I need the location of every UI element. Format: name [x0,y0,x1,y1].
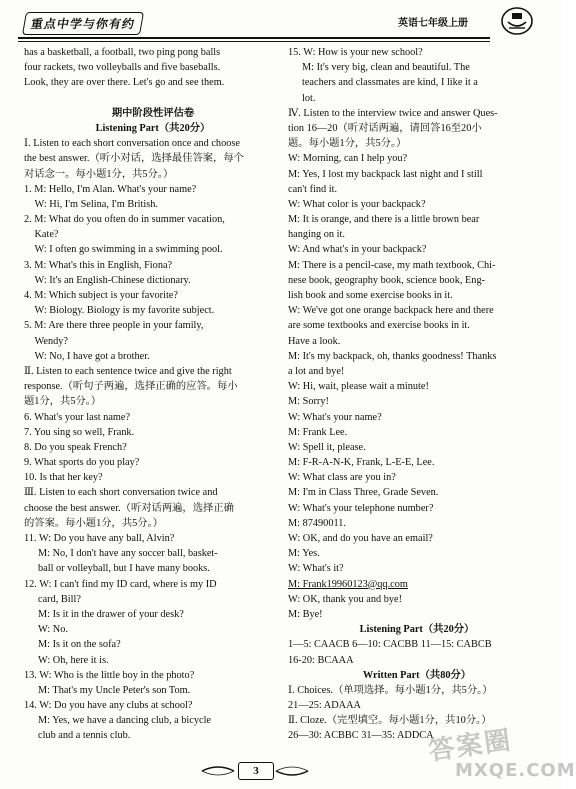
text-line [24,91,282,106]
text-line: M: Frank19960123@qq.com [288,578,408,590]
text-line: 的答案。每小题1分，共5分。） [24,517,164,529]
text-line: 7. You sing so well, Frank. [24,426,135,438]
text-line: W: OK, thank you and bye! [288,593,402,605]
text-line: 11. W: Do you have any ball, Alvin? [24,533,175,544]
text-line: W: Hi, wait, please wait a minute! [288,381,429,393]
text-line: W: Spell it, please. [288,441,366,453]
text-line: Kate? [34,229,59,241]
text-line: 14. W: Do you have any clubs at school? [24,700,193,712]
text-line: 1. M: Hello, I'm Alan. What's your name? [24,183,197,195]
text-line: 26—30: ACBBC 31—35: ADDCA [288,730,434,742]
text-line: M: It's my backpack, oh, thanks goodness! Thanks [288,350,497,362]
text-line: W: What color is your backpack? [288,198,426,210]
publisher-emblem-icon [500,6,534,39]
text-line: 6. What's your last name? [24,411,131,423]
text-line: has a basketball, a football, two ping pong balls [24,47,221,58]
text-line: W: I often go swimming in a swimming pool. [34,244,223,256]
text-line: 12. W: I can't find my ID card, where is my ID [24,578,217,590]
right-column [288,45,546,744]
text-line: 13. W: Who is the little boy in the photo? [24,669,195,681]
text-line: W: Morning, can I help you? [288,153,408,165]
text-line: M: Yes. [288,548,320,560]
text-line: lish book and some exercise books in it. [288,290,453,301]
text-line: M: Yes, we have a dancing club, a bicycle [38,715,211,727]
text-line: 9. What sports do you play? [24,457,140,469]
text-line: M: No, I don't have any soccer ball, basket- [38,548,218,560]
page-footer [200,762,310,780]
text-line: 对话念一。每小题1分，共5分。） [24,168,174,180]
header-rule [18,37,490,42]
text-line: W: And what's in your backpack? [288,244,427,256]
text-line: nese book, geography book, science book, Eng- [288,274,486,286]
text-line: Listening Part（共20分） [359,624,475,636]
text-line: W: No, I have got a brother. [34,350,150,362]
text-line: hanging on it. [288,229,345,241]
text-line: are some textbooks and exercise books in it. [288,320,470,332]
book-grade-label: 英语七年级上册 [398,18,468,29]
text-line: W: What's your name? [288,411,382,423]
text-line: M: Yes, I lost my backpack last night and I still [288,168,483,180]
text-line: Ⅱ. Listen to each sentence twice and give the right [24,365,232,377]
text-line: W: Biology. Biology is my favorite subject. [34,305,215,317]
text-line: card, Bill? [38,593,81,605]
text-line: 15. W: How is your new school? [288,47,423,58]
text-line: the best answer.（听小对话，选择最佳答案，每个 [24,153,244,165]
text-line: Written Part（共80分） [362,669,472,681]
text-line: M: F-R-A-N-K, Frank, L-E-E, Lee. [288,457,435,469]
text-line: W: What's your telephone number? [288,502,434,514]
text-line: 10. Is that her key? [24,472,103,484]
text-line: 8. Do you speak French? [24,441,127,453]
text-line: Ⅱ. Cloze.（完型填空。每小题1分，共10分。） [288,715,492,727]
text-line: Wendy? [34,335,68,347]
text-line: a lot and bye! [288,365,345,377]
text-line: Ⅰ. Choices.（单项选择。每小题1分，共5分。） [288,684,493,696]
text-line: W: It's an English-Chinese dictionary. [34,274,191,286]
left-column [24,45,282,744]
text-line: W: Oh, here it is. [38,654,109,666]
text-line: Ⅳ. Listen to the interview twice and answer Ques- [288,107,498,119]
text-line: Ⅰ. Listen to each short conversation once and choose [24,138,240,150]
text-line: M: 87490011. [288,517,346,529]
page-number: 3 [238,762,274,780]
text-line: lot. [302,92,316,104]
page-header [0,0,563,40]
text-line: M: Bye! [288,608,323,620]
text-line: M: Is it on the sofa? [38,639,121,651]
text-line: W: What's it? [288,563,344,575]
text-line: M: Is it in the drawer of your desk? [38,608,184,620]
text-line: W: What class are you in? [288,472,396,484]
text-line: Listening Part（共20分） [95,122,211,134]
text-line: M: Sorry! [288,396,329,408]
text-line: Look, they are over there. Let's go and see them. [24,77,225,89]
text-line: 16-20: BCAAA [288,654,354,666]
text-line: 3. M: What's this in English, Fiona? [24,259,173,271]
text-line: ball or volleyball, but I have many books. [38,563,210,575]
text-line: M: It is orange, and there is a little brown bear [288,214,480,226]
text-line: W: Hi, I'm Selina, I'm British. [34,198,158,210]
text-line: M: It's very big, clean and beautiful. The [302,62,470,74]
text-line: 2. M: What do you often do in summer vacation, [24,214,225,226]
text-line: M: That's my Uncle Peter's son Tom. [38,684,191,696]
text-line: response.（听句子两遍，选择正确的应答。每小 [24,381,238,393]
text-line: M: There is a pencil-case, my math textbook, Chi- [288,259,496,271]
watermark-text: 答案圈 [426,725,515,767]
series-brand-logo: 重点中学与你有约 [22,12,144,35]
text-line: 题1分，共5分。） [24,396,102,408]
text-line: 1—5: CAACB 6—10: CACBB 11—15: CABCB [288,639,492,651]
text-line: teachers and classmates are kind, I like it a [302,77,478,89]
text-line: 21—25: ADAAA [288,700,361,712]
text-line: 题。每小题1分，共5分。） [288,138,407,150]
text-line: M: Frank Lee. [288,426,348,438]
text-line: 5. M: Are there three people in your family, [24,320,204,332]
text-line: tion 16—20（听对话两遍，请回答16至20小 [288,122,482,134]
watermark-url: MXQE.COM [455,760,576,781]
text-line: W: No. [38,624,68,636]
text-line: 期中阶段性评估卷 [111,107,195,119]
text-line: Ⅲ. Listen to each short conversation twice and [24,487,218,499]
text-line: Have a look. [288,335,341,347]
text-line: choose the best answer.（听对话两遍，选择正确 [24,502,234,514]
text-line: 4. M: Which subject is your favorite? [24,290,178,301]
text-line: W: OK, and do you have an email? [288,533,433,544]
text-line: M: I'm in Class Three, Grade Seven. [288,487,439,499]
text-line: can't find it. [288,183,338,195]
text-line: W: We've got one orange backpack here and there [288,305,494,317]
text-line: four rackets, two volleyballs and five baseballs. [24,62,221,74]
text-line: club and a tennis club. [38,730,131,742]
